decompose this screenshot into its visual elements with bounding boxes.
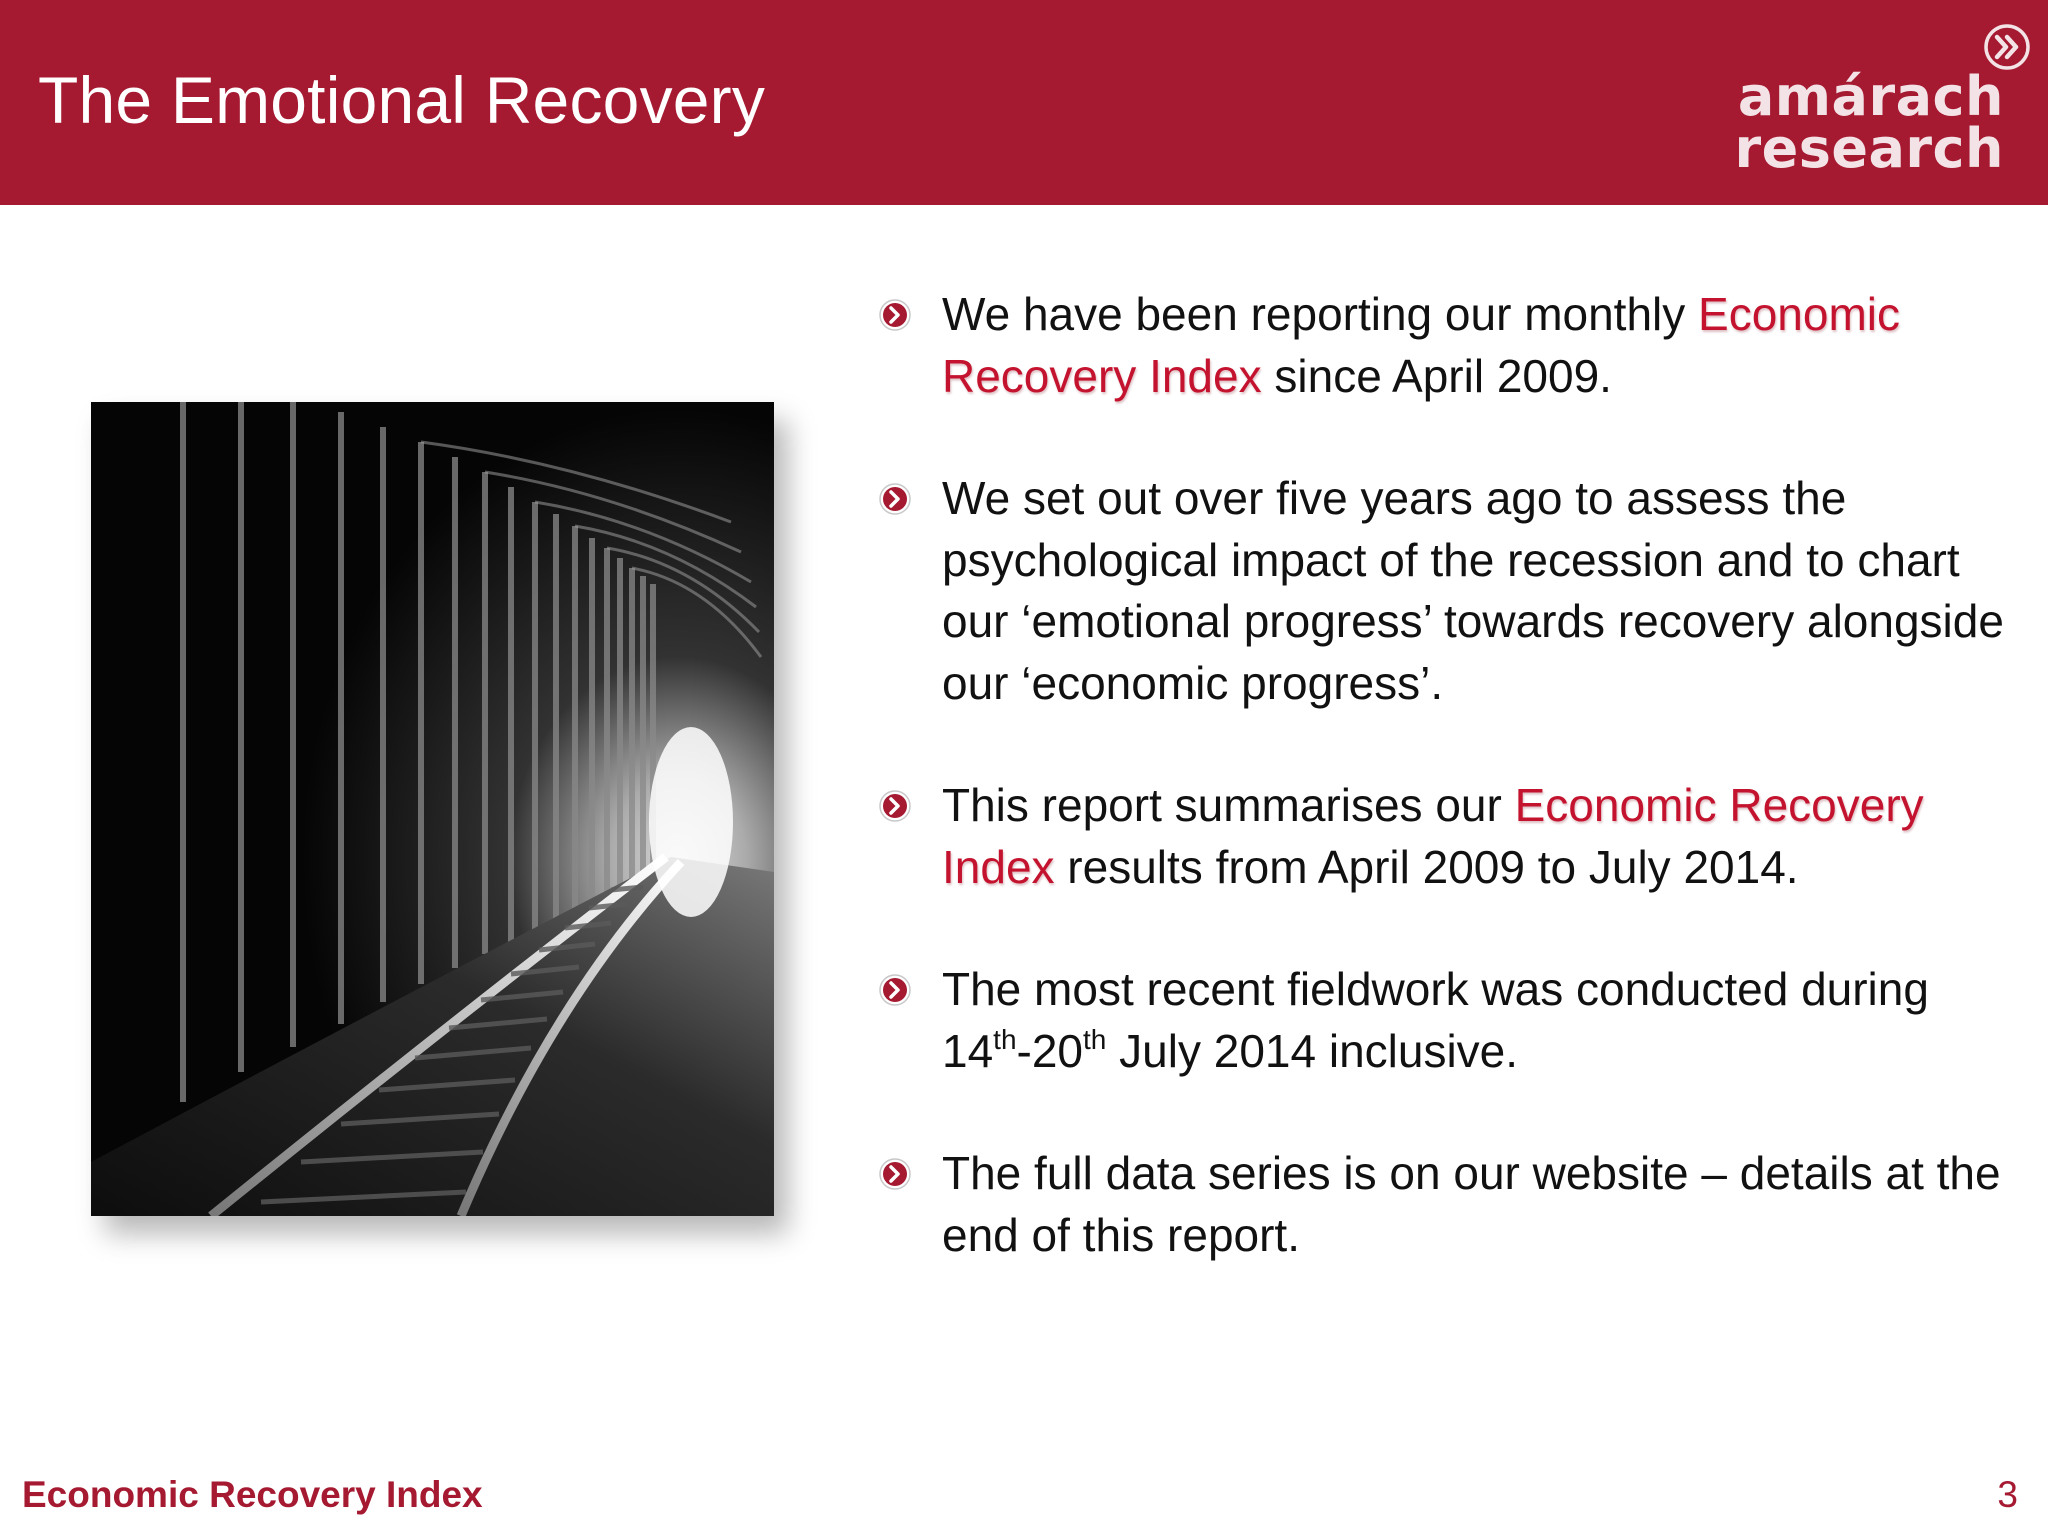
brand-logo xyxy=(1734,20,2030,180)
bullet-item xyxy=(878,468,2028,714)
bullet-text: This report summarises our xyxy=(942,779,1515,831)
chevron-circle-icon xyxy=(878,789,912,823)
slide-title: The Emotional Recovery xyxy=(38,63,766,137)
tunnel-image xyxy=(91,402,774,1216)
logo-text-line1: amárach xyxy=(1737,65,2004,128)
bullet-list xyxy=(878,284,2028,1266)
bullet-text: July 2014 inclusive. xyxy=(1106,1024,1519,1077)
header-bar xyxy=(0,0,2048,205)
footer-label: Economic Recovery Index xyxy=(22,1474,483,1515)
bullet-item xyxy=(878,775,2028,898)
bullet-text: We have been reporting our monthly xyxy=(942,288,1699,340)
bullet-item xyxy=(878,284,2028,407)
logo-text-line2: research xyxy=(1734,117,2004,180)
tunnel-photo xyxy=(91,402,774,1216)
bullet-text: We set out over five years ago to assess the psychological impact of the recession and to chart our ‘emotional progress’ towards recovery alongside our ‘economic progress’. xyxy=(942,472,2004,709)
bullet-item xyxy=(878,1143,2028,1266)
economic-recovery-index-highlight: Economic Recovery Index xyxy=(942,779,1924,893)
page-number: 3 xyxy=(1997,1474,2018,1515)
bullet-text: The full data series is on our website – details at the end of this report. xyxy=(942,1147,2001,1261)
bullet-text: -20 xyxy=(1016,1024,1084,1077)
economic-recovery-index-highlight: Economic Recovery Index xyxy=(942,288,1901,402)
ordinal-suffix: th xyxy=(993,1023,1017,1055)
bullet-text: The most recent fieldwork was conducted during 14 xyxy=(942,963,1929,1077)
chevron-circle-icon xyxy=(878,482,912,516)
bullet-text: results from April 2009 to July 2014. xyxy=(1054,840,1799,893)
chevron-circle-icon xyxy=(878,298,912,332)
bullet-text: since April 2009. xyxy=(1261,349,1612,402)
ordinal-suffix: th xyxy=(1083,1023,1107,1055)
chevron-circle-icon xyxy=(878,1157,912,1191)
chevron-circle-icon xyxy=(878,973,912,1007)
bullet-item xyxy=(878,959,2028,1082)
